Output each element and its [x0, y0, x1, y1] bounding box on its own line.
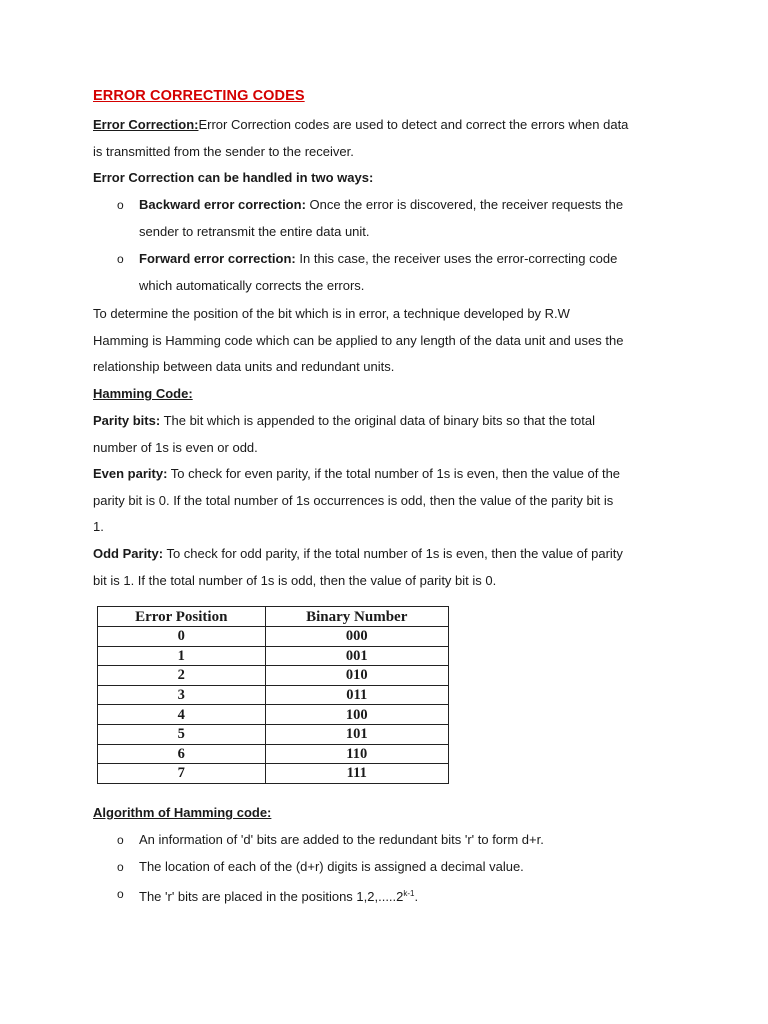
list-item-text: An information of 'd' bits are added to the redundant bits 'r' to form d+r.: [139, 832, 544, 847]
list-item-label: Forward error correction:: [139, 251, 296, 266]
table-cell: 100: [265, 705, 448, 725]
even-parity-text-2: parity bit is 0. If the total number of 1s occurrences is odd, then the value of the parity bit is: [93, 492, 614, 508]
bullet-icon: o: [117, 198, 124, 212]
table-row: [98, 627, 449, 647]
bullet-icon: o: [117, 252, 124, 266]
table-cell: 101: [265, 724, 448, 744]
list-item-line: [139, 192, 674, 219]
list-item-text: [139, 881, 674, 911]
list-item: [93, 854, 674, 881]
even-parity-text-1: To check for even parity, if the total number of 1s is even, then the value of the: [167, 466, 621, 481]
list-item-text: [139, 192, 674, 245]
list-item: [93, 192, 674, 246]
bullet-icon: o: [117, 833, 124, 847]
table-header: Error Position: [98, 607, 266, 627]
odd-parity-label: Odd Parity:: [93, 546, 164, 561]
parity-bits-line-1: [93, 408, 674, 435]
table-cell: 011: [265, 685, 448, 705]
table-cell: 5: [98, 724, 266, 744]
parity-bits-text-1: The bit which is appended to the original data of binary bits so that the total: [160, 413, 596, 428]
list-item: [93, 881, 674, 908]
odd-parity-line-1: [93, 541, 674, 568]
list-item: [93, 827, 674, 854]
hamming-paragraph: [93, 301, 674, 381]
table-cell: 010: [265, 666, 448, 686]
table-row: [98, 646, 449, 666]
bullet-icon: o: [117, 860, 124, 874]
table-row: [98, 764, 449, 784]
error-position-table: [97, 606, 449, 784]
algorithm-last-suffix: .: [414, 889, 419, 904]
table-row: [98, 705, 449, 725]
even-parity-label: Even parity:: [93, 466, 168, 481]
intro-paragraph: [93, 112, 674, 165]
algorithm-last-superscript: k-1: [403, 889, 415, 898]
parity-bits-label: Parity bits:: [93, 413, 161, 428]
odd-parity-text-2: bit is 1. If the total number of 1s is odd, then the value of parity bit is 0.: [93, 572, 497, 588]
even-parity-line-1: [93, 461, 674, 488]
list-item: [93, 246, 674, 300]
algorithm-heading: Algorithm of Hamming code:: [93, 805, 272, 820]
table-cell: 110: [265, 744, 448, 764]
list-item-text-1: Once the error is discovered, the receiver requests the: [305, 197, 624, 212]
table-row: [98, 724, 449, 744]
table-cell: 6: [98, 744, 266, 764]
hamming-line-1: To determine the position of the bit which is in error, a technique developed by R.W: [93, 306, 570, 321]
table-header: Binary Number: [265, 607, 448, 627]
table-cell: 0: [98, 627, 266, 647]
algorithm-last-prefix: The 'r' bits are placed in the positions 1,2,.....2: [139, 889, 404, 904]
parity-bits-text-2: number of 1s is even or odd.: [93, 439, 258, 455]
table-cell: 001: [265, 646, 448, 666]
hamming-line-2: Hamming is Hamming code which can be applied to any length of the data unit and uses the: [93, 332, 624, 348]
list-item-line: [139, 246, 674, 273]
bullet-icon: o: [117, 887, 124, 901]
table-row: [98, 744, 449, 764]
table-cell: 2: [98, 666, 266, 686]
list-item-text: The location of each of the (d+r) digits is assigned a decimal value.: [139, 859, 524, 874]
table-row: [98, 685, 449, 705]
list-item-text: [139, 246, 674, 299]
table-row: [98, 666, 449, 686]
table-cell: 000: [265, 627, 448, 647]
intro-text-1: Error Correction codes are used to detect and correct the errors when data: [198, 117, 629, 132]
intro-label: Error Correction:: [93, 117, 199, 132]
list-item-text-1: In this case, the receiver uses the error-correcting code: [295, 251, 618, 266]
table-cell: 7: [98, 764, 266, 784]
table-header-row: [98, 607, 449, 627]
intro-line-1: [93, 112, 674, 139]
odd-parity-paragraph: [93, 541, 674, 594]
table-cell: 111: [265, 764, 448, 784]
page-title: ERROR CORRECTING CODES: [93, 88, 305, 104]
table-cell: 1: [98, 646, 266, 666]
table-cell: 3: [98, 685, 266, 705]
hamming-heading: Hamming Code:: [93, 386, 193, 401]
even-parity-paragraph: [93, 461, 674, 541]
hamming-line-3: relationship between data units and redundant units.: [93, 359, 395, 375]
odd-parity-text-1: To check for odd parity, if the total number of 1s is even, then the value of parity: [163, 546, 623, 561]
even-parity-text-3: 1.: [93, 519, 104, 535]
list-item-text-2: which automatically corrects the errors.: [139, 277, 365, 293]
ways-heading: Error Correction can be handled in two ways:: [93, 170, 374, 185]
table-cell: 4: [98, 705, 266, 725]
intro-text-2: is transmitted from the sender to the receiver.: [93, 143, 354, 159]
list-item-label: Backward error correction:: [139, 197, 306, 212]
parity-bits-paragraph: [93, 408, 674, 461]
list-item-text-2: sender to retransmit the entire data unit.: [139, 223, 370, 239]
